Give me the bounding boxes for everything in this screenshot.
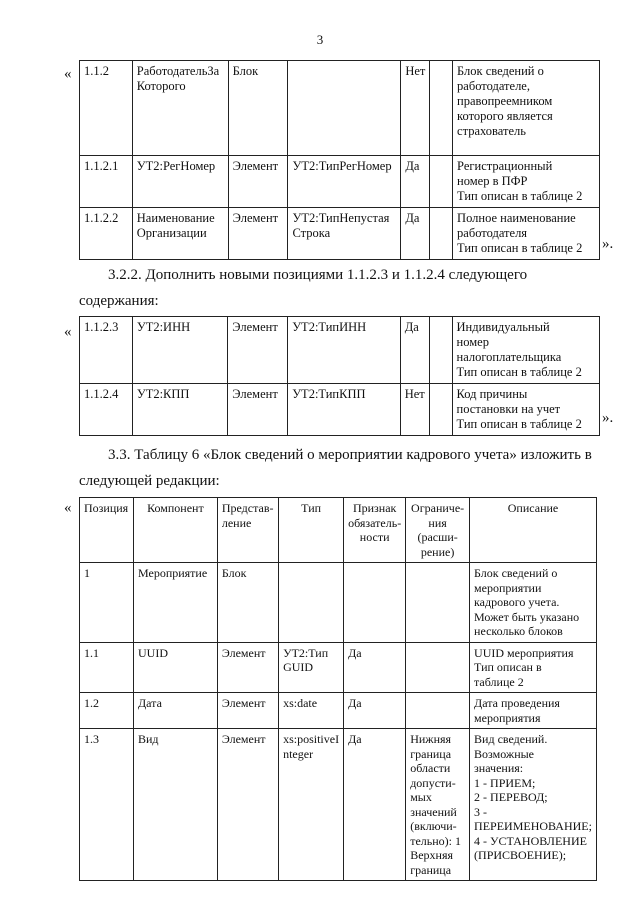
- header-representation: Представ- ление: [217, 498, 278, 563]
- cell-component: Вид: [133, 729, 217, 881]
- cell-required: Да: [344, 729, 406, 881]
- cell-description: Код причины постановки на учет Тип описан в таблице 2: [452, 384, 599, 436]
- cell-name: УТ2:КПП: [132, 384, 227, 436]
- table-row: [80, 642, 597, 693]
- cell-limits: Нижняя граница области допусти- мых значений (включи- тельно): 1 Верхняя граница: [406, 729, 470, 881]
- cell-position: 1: [80, 563, 134, 643]
- cell-limits: [406, 642, 470, 693]
- cell-datatype: УТ2:ТипРегНомер: [288, 156, 401, 208]
- table-row: [80, 729, 597, 881]
- cell-type: xs:positiveI nteger: [279, 729, 344, 881]
- cell-representation: Блок: [217, 563, 278, 643]
- cell-position: 1.1.2.1: [80, 156, 133, 208]
- cell-required: Да: [400, 317, 429, 384]
- cell-datatype: УТ2:ТипИНН: [288, 317, 401, 384]
- cell-description: Индивидуальный номер налогоплательщика Тип описан в таблице 2: [452, 317, 599, 384]
- cell-limits: [429, 317, 452, 384]
- closing-quote-1: ».: [602, 236, 614, 252]
- cell-type: Элемент: [228, 384, 288, 436]
- cell-representation: Элемент: [217, 693, 278, 729]
- cell-position: 1.1: [80, 642, 134, 693]
- opening-quote-3: «: [64, 500, 72, 516]
- cell-position: 1.1.2.2: [80, 208, 133, 260]
- cell-description: Блок сведений о мероприятии кадрового учета. Может быть указано несколько блоков: [470, 563, 597, 643]
- cell-description: Регистрационный номер в ПФР Тип описан в таблице 2: [453, 156, 600, 208]
- cell-type: [279, 563, 344, 643]
- cell-position: 1.2: [80, 693, 134, 729]
- cell-required: Да: [344, 642, 406, 693]
- table-positions-1-1-2: [79, 60, 600, 260]
- cell-component: Мероприятие: [133, 563, 217, 643]
- cell-type: Элемент: [228, 317, 288, 384]
- cell-limits: [430, 61, 453, 156]
- cell-representation: Элемент: [217, 729, 278, 881]
- table-positions-1-1-2-3: [79, 316, 600, 436]
- cell-component: Дата: [133, 693, 217, 729]
- opening-quote-1: «: [64, 66, 72, 82]
- cell-datatype: [288, 61, 401, 156]
- cell-position: 1.1.2.4: [80, 384, 133, 436]
- cell-type: УТ2:Тип GUID: [279, 642, 344, 693]
- table-row: [80, 384, 600, 436]
- header-component: Компонент: [133, 498, 217, 563]
- header-position: Позиция: [80, 498, 134, 563]
- cell-required: Да: [401, 208, 430, 260]
- cell-name: Наименование Организации: [132, 208, 228, 260]
- table-row: [80, 693, 597, 729]
- header-required: Признак обязатель- ности: [344, 498, 406, 563]
- closing-quote-2: ».: [602, 410, 614, 426]
- cell-required: [344, 563, 406, 643]
- cell-type: Элемент: [228, 156, 288, 208]
- cell-name: РаботодательЗа Которого: [132, 61, 228, 156]
- cell-position: 1.1.2.3: [80, 317, 133, 384]
- cell-type: Элемент: [228, 208, 288, 260]
- cell-limits: [406, 693, 470, 729]
- header-type: Тип: [279, 498, 344, 563]
- cell-datatype: УТ2:ТипНепустая Строка: [288, 208, 401, 260]
- cell-position: 1.1.2: [80, 61, 133, 156]
- cell-limits: [430, 156, 453, 208]
- cell-type: xs:date: [279, 693, 344, 729]
- cell-required: Нет: [400, 384, 429, 436]
- header-limits: Ограниче- ния (расши- рение): [406, 498, 470, 563]
- cell-name: УТ2:РегНомер: [132, 156, 228, 208]
- cell-name: УТ2:ИНН: [132, 317, 227, 384]
- cell-position: 1.3: [80, 729, 134, 881]
- cell-required: Да: [344, 693, 406, 729]
- cell-description: Полное наименование работодателя Тип описан в таблице 2: [453, 208, 600, 260]
- cell-description: UUID мероприятия Тип описан в таблице 2: [470, 642, 597, 693]
- table-row: [80, 208, 600, 260]
- page-number: 3: [316, 32, 324, 47]
- cell-limits: [406, 563, 470, 643]
- table-row: [80, 563, 597, 643]
- table-row: [80, 156, 600, 208]
- cell-limits: [429, 384, 452, 436]
- cell-component: UUID: [133, 642, 217, 693]
- cell-datatype: УТ2:ТипКПП: [288, 384, 401, 436]
- header-description: Описание: [470, 498, 597, 563]
- cell-representation: Элемент: [217, 642, 278, 693]
- opening-quote-2: «: [64, 324, 72, 340]
- table-header-row: [80, 498, 597, 563]
- table-row: [80, 61, 600, 156]
- cell-limits: [430, 208, 453, 260]
- table-row: [80, 317, 600, 384]
- table-6-personnel-event: [79, 497, 597, 881]
- paragraph-3-3-line2: следующей редакции:: [79, 473, 220, 489]
- cell-type: Блок: [228, 61, 288, 156]
- paragraph-3-3-line1: 3.3. Таблицу 6 «Блок сведений о мероприятии кадрового учета» изложить в: [108, 447, 592, 463]
- cell-description: Блок сведений о работодателе, правопреемником которого является страхователь: [453, 61, 600, 156]
- paragraph-3-2-2-line2: содержания:: [79, 293, 159, 309]
- paragraph-3-2-2-line1: 3.2.2. Дополнить новыми позициями 1.1.2.3 и 1.1.2.4 следующего: [108, 267, 528, 283]
- cell-required: Нет: [401, 61, 430, 156]
- cell-required: Да: [401, 156, 430, 208]
- cell-description: Вид сведений. Возможные значения: 1 - ПРИЕМ; 2 - ПЕРЕВОД; 3 - ПЕРЕИМЕНОВАНИЕ; 4 - УСТАНОВЛЕНИЕ (ПРИСВОЕНИЕ);: [470, 729, 597, 881]
- cell-description: Дата проведения мероприятия: [470, 693, 597, 729]
